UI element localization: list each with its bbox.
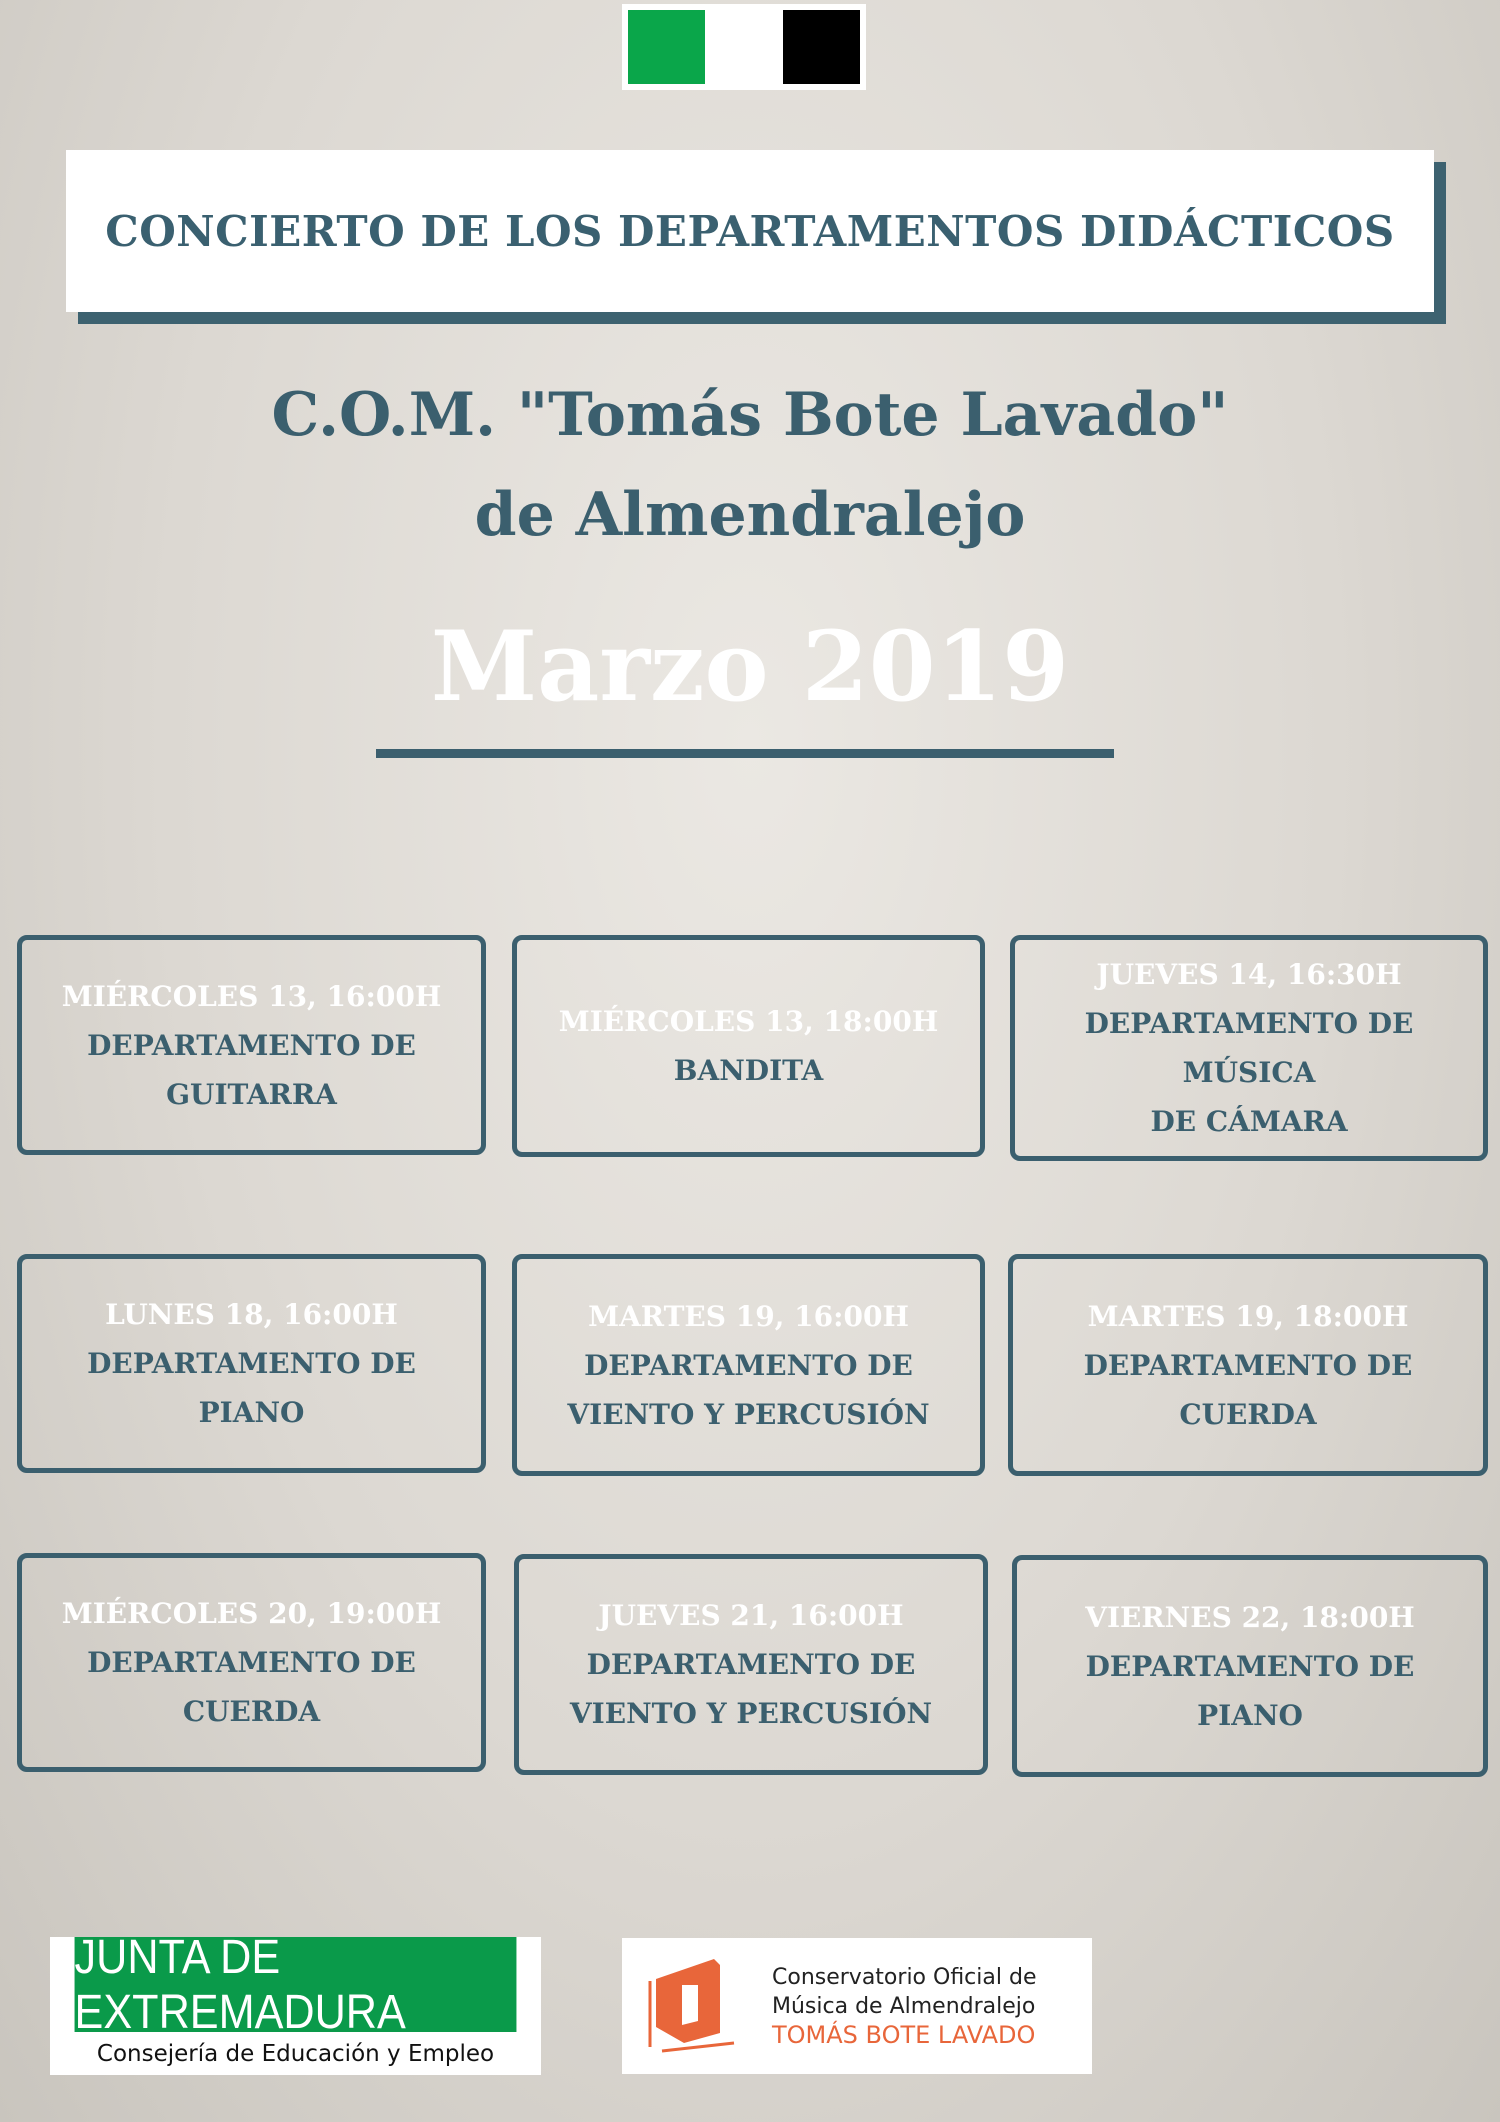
junta-logo-name: JUNTA DE EXTREMADURA <box>75 1937 517 2032</box>
event-datetime: JUEVES 21, 16:00H <box>598 1599 904 1632</box>
event-department: DEPARTAMENTO DE MÚSICA <box>1084 1007 1414 1089</box>
event-datetime: MIÉRCOLES 13, 18:00H <box>558 1005 939 1038</box>
event-department-line2: GUITARRA <box>166 1077 337 1111</box>
junta-logo-subtitle: Consejería de Educación y Empleo <box>96 2040 495 2067</box>
event-card <box>512 935 985 1157</box>
event-card <box>17 935 486 1155</box>
month-title: Marzo 2019 <box>430 610 1070 723</box>
conservatorio-logo-text <box>772 1963 1036 2050</box>
conservatorio-line2: Música de Almendralejo <box>772 1993 1036 2019</box>
conservatorio-logo <box>622 1938 1092 2074</box>
event-department: BANDITA <box>673 1054 824 1087</box>
extremadura-flag <box>622 4 866 90</box>
event-department: DEPARTAMENTO DE <box>584 1348 913 1382</box>
school-location: de Almendralejo <box>474 480 1026 550</box>
event-department-line2: PIANO <box>198 1396 305 1429</box>
conservatorio-line1: Conservatorio Oficial de <box>772 1964 1037 1990</box>
event-department: DEPARTAMENTO DE <box>1083 1348 1413 1382</box>
event-card <box>1012 1555 1488 1777</box>
event-department: DEPARTAMENTO DE <box>87 1028 416 1062</box>
flag-white-stripe <box>705 10 782 84</box>
event-department-line2: VIENTO Y PERCUSIÓN <box>569 1697 933 1730</box>
event-department-line2: CUERDA <box>1179 1397 1317 1431</box>
event-card <box>514 1554 988 1775</box>
event-department: DEPARTAMENTO DE <box>586 1648 916 1681</box>
event-card <box>17 1553 486 1772</box>
conservatorio-line3: TOMÁS BOTE LAVADO <box>772 2020 1036 2049</box>
school-name: C.O.M. "Tomás Bote Lavado" <box>271 380 1229 450</box>
event-department-line2: DE CÁMARA <box>1150 1105 1348 1138</box>
event-datetime: MIÉRCOLES 13, 16:00H <box>61 979 442 1013</box>
banner-title: CONCIERTO DE LOS DEPARTAMENTOS DIDÁCTICOS <box>105 206 1395 256</box>
conservatorio-mark-icon <box>622 1938 772 2074</box>
event-card <box>17 1254 486 1473</box>
event-datetime: LUNES 18, 16:00H <box>105 1298 398 1331</box>
flag-black-stripe <box>783 10 860 84</box>
event-datetime: MARTES 19, 18:00H <box>1087 1299 1409 1333</box>
event-datetime: JUEVES 14, 16:30H <box>1096 958 1402 991</box>
event-card <box>512 1254 985 1476</box>
banner-box <box>66 150 1434 312</box>
junta-extremadura-logo <box>50 1930 541 2075</box>
event-datetime: VIERNES 22, 18:00H <box>1085 1600 1415 1634</box>
title-banner <box>66 150 1434 312</box>
event-datetime: MIÉRCOLES 20, 19:00H <box>61 1597 442 1630</box>
event-card <box>1008 1254 1488 1476</box>
title-underline <box>376 749 1114 758</box>
event-department-line2: CUERDA <box>182 1695 321 1728</box>
event-department: DEPARTAMENTO DE <box>87 1646 416 1679</box>
event-department-line2: PIANO <box>1197 1698 1303 1732</box>
flag-green-stripe <box>628 10 705 84</box>
event-card <box>1010 935 1488 1161</box>
event-department-line2: VIENTO Y PERCUSIÓN <box>567 1397 930 1431</box>
event-department: DEPARTAMENTO DE <box>87 1347 416 1380</box>
event-department: DEPARTAMENTO DE <box>1085 1649 1415 1683</box>
event-datetime: MARTES 19, 16:00H <box>588 1299 909 1333</box>
